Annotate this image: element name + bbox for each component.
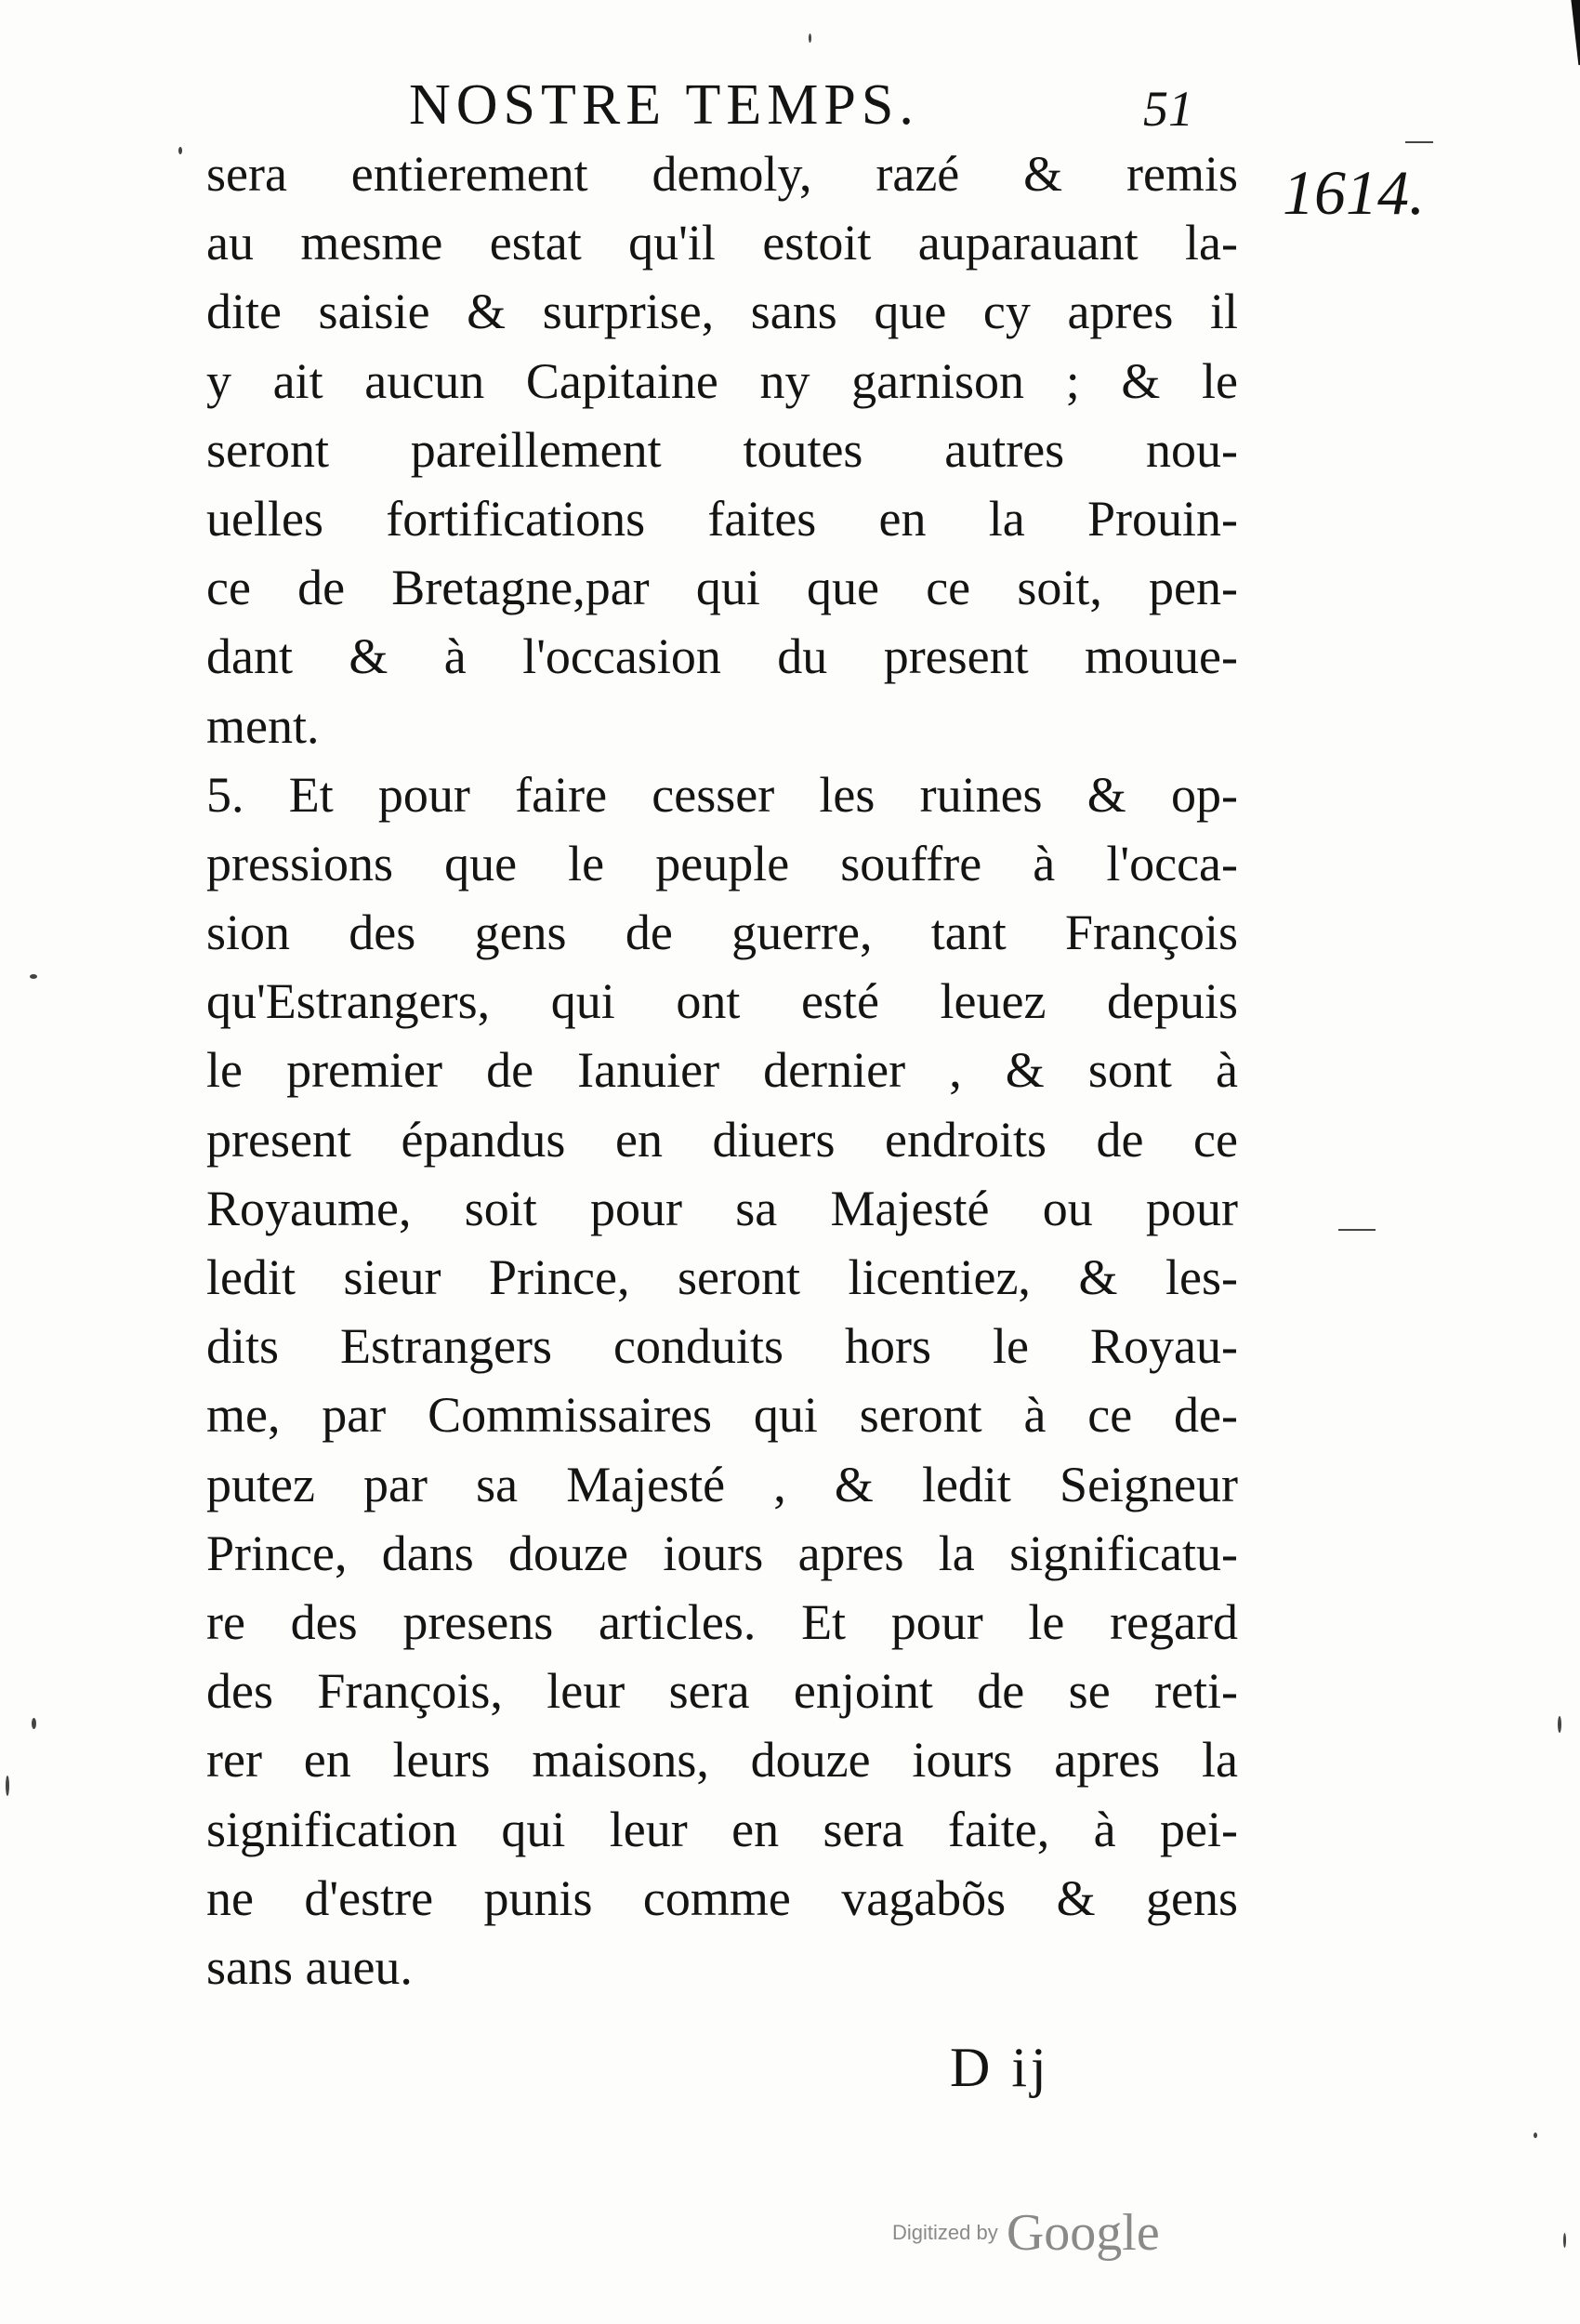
text-line: qu'Estrangers, qui ont esté leuez depuis <box>206 973 1238 1030</box>
print-speck <box>178 147 182 154</box>
text-line: me, par Commissaires qui seront à ce de- <box>206 1387 1238 1444</box>
text-line: ment. <box>206 697 320 754</box>
running-title: NOSTRE TEMPS. <box>409 73 919 137</box>
body-text <box>206 139 1238 2001</box>
text-line: putez par sa Majesté , & ledit Seigneur <box>206 1456 1238 1512</box>
print-speck <box>6 1776 9 1796</box>
print-speck <box>1563 2233 1566 2248</box>
text-line: ce de Bretagne,par qui que ce soit, pen- <box>206 560 1238 616</box>
text-line: uelles fortifications faites en la Prouin- <box>206 490 1238 547</box>
text-line: seront pareillement toutes autres nou- <box>206 421 1238 478</box>
text-line: signification qui leur en sera faite, à pei- <box>206 1801 1238 1857</box>
text-line: sion des gens de guerre, tant François <box>206 905 1238 961</box>
text-line: au mesme estat qu'il estoit auparauant la- <box>206 215 1238 271</box>
text-line: pressions que le peuple souffre à l'occa- <box>206 835 1238 891</box>
print-speck <box>1405 141 1433 143</box>
text-line-article-5: 5. Et pour faire cesser les ruines & op- <box>206 766 1238 823</box>
watermark-brand: Google <box>1006 2204 1160 2262</box>
digitization-watermark <box>892 2203 1160 2263</box>
text-line: ne d'estre punis comme vagabõs & gens <box>206 1869 1238 1926</box>
text-line: ledit sieur Prince, seront licentiez, & les- <box>206 1249 1238 1305</box>
watermark-prefix: Digitized by <box>892 2221 998 2244</box>
signature-mark: D ij <box>950 2037 1050 2098</box>
print-speck <box>1534 2133 1537 2138</box>
text-line: Royaume, soit pour sa Majesté ou pour <box>206 1180 1238 1236</box>
page-number: 51 <box>1143 81 1193 137</box>
text-line: re des presens articles. Et pour le regard <box>206 1593 1238 1650</box>
text-line: dits Estrangers conduits hors le Royau- <box>206 1318 1238 1375</box>
text-line: rer en leurs maisons, douze iours apres la <box>206 1732 1238 1789</box>
text-line: sera entierement demoly, razé & remis <box>206 146 1238 202</box>
print-speck <box>32 1718 36 1729</box>
text-line: des François, leur sera enjoint de se reti- <box>206 1663 1238 1720</box>
text-line: dite saisie & surprise, sans que cy apres il <box>206 284 1238 340</box>
print-speck <box>1558 1716 1561 1733</box>
text-line: Prince, dans douze iours apres la significatu- <box>206 1525 1238 1581</box>
text-line: y ait aucun Capitaine ny garnison ; & le <box>206 352 1238 409</box>
print-speck <box>1338 1229 1376 1231</box>
page-edge-shadow <box>1565 0 1580 65</box>
print-speck <box>30 974 37 979</box>
margin-year-note: 1614. <box>1283 157 1425 228</box>
text-line: le premier de Ianuier dernier , & sont à <box>206 1042 1238 1099</box>
text-line: sans aueu. <box>206 1938 413 1995</box>
text-line: dant & à l'occasion du present mouue- <box>206 628 1238 685</box>
print-speck <box>809 33 811 43</box>
text-line: present épandus en diuers endroits de ce <box>206 1111 1238 1168</box>
